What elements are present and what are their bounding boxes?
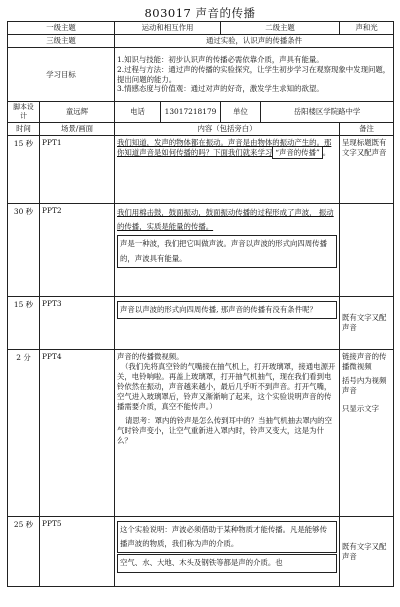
row-scene: PPT4 (40, 350, 115, 517)
level2-value: 声和光 (340, 22, 394, 35)
boxed-title: “声音的传播” (272, 146, 323, 159)
row-content (115, 204, 340, 297)
row-notes: 呈现标题既有文字又配声音 (340, 136, 394, 204)
table-row (8, 517, 394, 587)
boxed-text: 这个实验说明：声波必须借助于某种物质才能传播。凡是能够传播声波的物质，我们称为声的介质。 (117, 521, 337, 553)
row-content (115, 297, 340, 350)
row-time: 25 秒 (8, 517, 40, 587)
row-notes (340, 204, 394, 297)
objectives-content (115, 48, 394, 102)
boxed-text: 声是一种波，我们把它叫做声波。声音以声波的形式向四周传播的，声波具有能量。 (117, 235, 337, 267)
boxed-text: 声音以声波的形式向四周传播, 那声音的传播有没有条件呢？ (117, 301, 337, 319)
row-scene: PPT3 (40, 297, 115, 350)
phone-label: 电话 (115, 102, 161, 123)
col-time-header: 时间 (8, 123, 40, 136)
content-text: 声音的传播微视频。 (117, 352, 184, 362)
objectives-row (8, 48, 394, 102)
design-label: 脚本设计 (8, 102, 40, 123)
level1-label: 一级主题 (8, 22, 115, 35)
lesson-script-table (7, 21, 394, 587)
row-time: 2 分 (8, 350, 40, 517)
content-text: 。 (322, 148, 331, 158)
row-time: 30 秒 (8, 204, 40, 297)
header-row-level1 (8, 22, 394, 35)
table-row (8, 297, 394, 350)
row-content (115, 350, 340, 517)
header-row-level3 (8, 35, 394, 48)
row-time: 15 秒 (8, 136, 40, 204)
author-row (8, 102, 394, 123)
row-notes (340, 350, 394, 517)
level3-value: 通过实验，认识声的传播条件 (115, 35, 394, 48)
unit-value: 岳阳楼区学院路中学 (261, 102, 394, 123)
row-notes: 既有文字又配声音 (340, 297, 394, 350)
content-text: （我们先将真空铃的气嘴接在抽气机上，打开玻璃罩，接通电源开关，电铃响啦。再盖上玻璃罩，打开抽气机抽气，现在我们看到电铃依然在振动，声音越来越小，最后几乎听不到声音。打开气嘴，空气进入玻璃罩后，铃声又渐渐响了起来，这个实验说明声音的传播需要介质，真空不能传声。） (117, 362, 336, 412)
note-item: 括号内为视频声音 (342, 376, 387, 396)
row-notes: 既有文字又配声音 (340, 517, 394, 587)
col-scene-header: 场景/画面 (40, 123, 115, 136)
table-row (8, 204, 394, 297)
column-header-row (8, 123, 394, 136)
level2-label: 二级主题 (221, 22, 340, 35)
row-content (115, 136, 340, 204)
row-scene: PPT5 (40, 517, 115, 587)
level1-value: 运动和相互作用 (115, 22, 221, 35)
objective-item: 1.知识与技能：初步认识声的传播必需依靠介质，声具有能量。 (117, 54, 324, 64)
document-title: 803017 声音的传播 (144, 6, 256, 20)
row-scene: PPT1 (40, 136, 115, 204)
note-item: 只显示文字 (342, 404, 379, 414)
objectives-label: 学习目标 (8, 48, 115, 102)
objective-item: 3.情感态度与价值观：通过对声的好奇，激发学生求知的欲望。 (117, 84, 324, 94)
boxed-text: 空气、水、大地、木头及钢铁等都是声的介质。也 (117, 554, 337, 572)
row-scene: PPT2 (40, 204, 115, 297)
col-notes-header: 备注 (340, 123, 394, 136)
content-text: 我们知道，发声的物体都在振动。声音是由物体的振动产生的。那你知道声音是如何传播的吗？下面我们就来学习 (117, 138, 332, 158)
unit-label: 单位 (221, 102, 261, 123)
table-row (8, 350, 394, 517)
content-text: 我们用棉击鼓，鼓面振动，鼓面振动传播的过程形成了声波， 振动的传播，实质是能量的传播。 (117, 208, 334, 232)
row-time: 15 秒 (8, 297, 40, 350)
author-name: 童远辉 (40, 102, 115, 123)
objective-item: 2.过程与方法：通过声的传播的实验探究，让学生初步学习在观察现象中发现问题，提出问题的能力。 (117, 64, 391, 84)
note-item: 链接声音的传播微视频 (342, 352, 387, 372)
table-row (8, 136, 394, 204)
content-text: 请思考：罩内的铃声是怎么传到耳中的？当抽气机抽去罩内的空气时铃声变小，让空气重新进入罩内时，铃声又变大，这是为什么？ (117, 416, 332, 446)
phone-number: 13017218179 (161, 102, 221, 123)
level3-label: 三级主题 (8, 35, 115, 48)
col-content-header: 内容（包括旁白） (115, 123, 340, 136)
row-content (115, 517, 340, 587)
